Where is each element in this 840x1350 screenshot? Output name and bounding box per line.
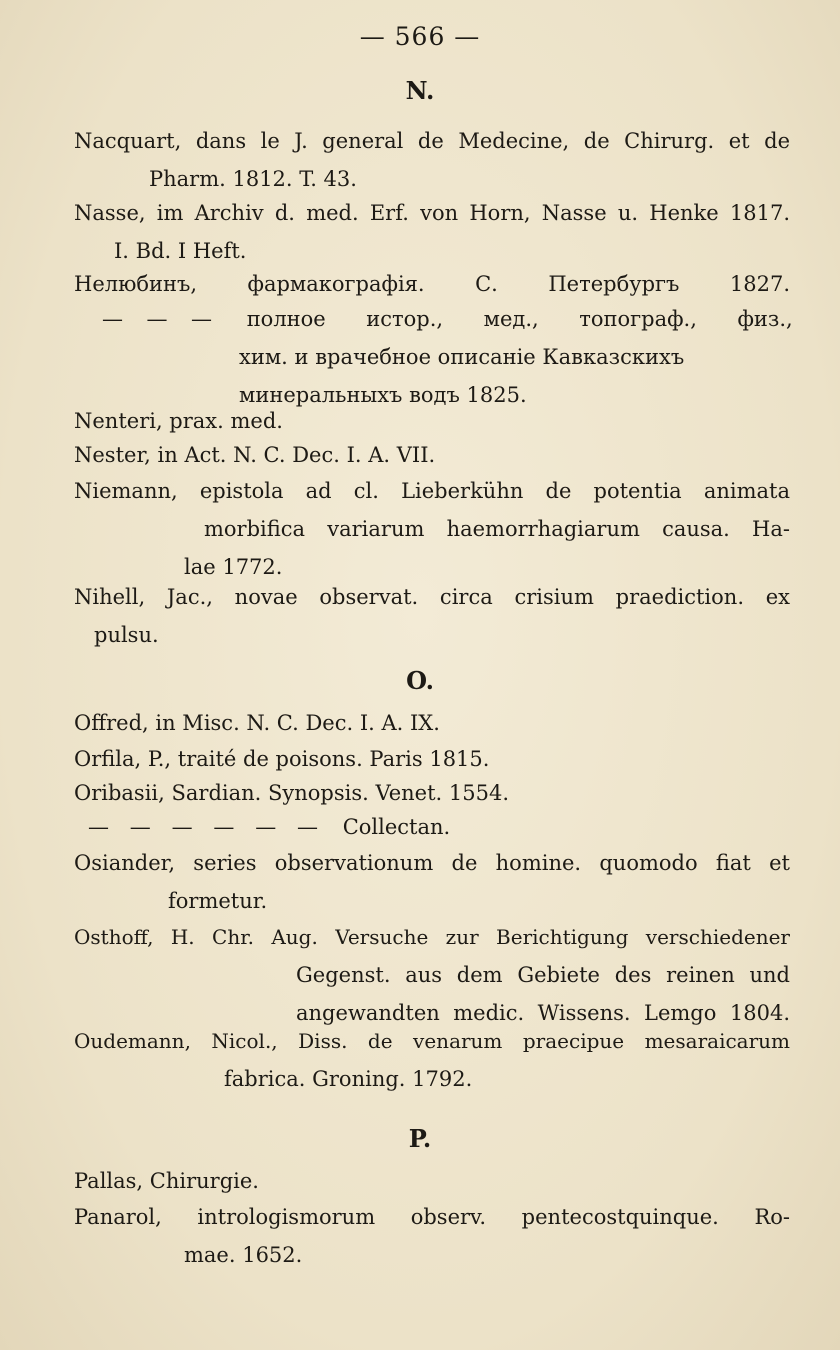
entry-line: Panarol, intrologismorum observ. pentecostquinque. Ro-	[74, 1205, 790, 1229]
entry-line: mae. 1652.	[184, 1243, 303, 1267]
entry-line: Orfila, P., traité de poisons. Paris 1815.	[74, 747, 490, 771]
entry-line: — — — полное истор., мед., топограф., физ.,	[74, 300, 790, 338]
entry-nenteri	[74, 402, 790, 440]
entry-line: Pharm. 1812. T. 43.	[149, 167, 357, 191]
entry-line: Нелюбинъ, фармакографія. С. Петербургъ 1827.	[74, 272, 790, 296]
entry-line: Niemann, epistola ad cl. Lieberkühn de potentia animata	[74, 479, 790, 503]
entry-line: Oribasii, Sardian. Synopsis. Venet. 1554.	[74, 781, 510, 805]
entry-oudemann	[74, 1022, 790, 1098]
entry-nasse	[74, 194, 790, 270]
section-heading-n: N.	[405, 76, 435, 105]
entry-line: I. Bd. I Heft.	[114, 239, 247, 263]
entry-line: Nihell, Jac., novae observat. circa crisium praediction. ex	[74, 585, 790, 609]
section-heading-p: P.	[408, 1124, 432, 1153]
entry-nester	[74, 436, 790, 474]
section-heading-o: O.	[406, 666, 434, 695]
entry-osiander	[74, 844, 790, 920]
entry-panarol	[74, 1198, 790, 1274]
entry-line: — — — — — — Collectan.	[74, 808, 790, 846]
entry-line: Nester, in Act. N. C. Dec. I. A. VII.	[74, 443, 436, 467]
entry-osthoff	[74, 918, 790, 1032]
entry-oribasii-continued	[74, 808, 790, 846]
entry-line: formetur.	[168, 889, 268, 913]
entry-line: Pallas, Chirurgie.	[74, 1169, 259, 1193]
entry-pallas	[74, 1162, 790, 1200]
entry-line: lae 1772.	[184, 555, 283, 579]
entry-orfila	[74, 740, 790, 778]
ditto-dash: — — —	[102, 307, 212, 331]
entry-line: Osiander, series observationum de homine. quomodo fiat et	[74, 851, 790, 875]
entry-line: Osthoff, H. Chr. Aug. Versuche zur Berichtigung verschiedener	[74, 925, 790, 949]
entry-line: Gegenst. aus dem Gebiete des reinen und	[296, 963, 790, 987]
entry-line: Nenteri, prax. med.	[74, 409, 283, 433]
entry-line: angewandten medic. Wissens. Lemgo 1804.	[296, 1001, 790, 1025]
ditto-dash: — — — — — —	[88, 815, 318, 839]
entry-nacquart	[74, 122, 790, 198]
entry-line: morbifica variarum haemorrhagiarum causa. Ha-	[204, 517, 790, 541]
entry-line: pulsu.	[94, 623, 159, 647]
entry-offred	[74, 704, 790, 742]
entry-nihell	[74, 578, 790, 654]
entry-line: Offred, in Misc. N. C. Dec. I. A. IX.	[74, 711, 440, 735]
page-number: — 566 —	[359, 22, 481, 51]
entry-oribasii	[74, 774, 790, 812]
entry-line: хим. и врачебное описаніе Кавказскихъ	[239, 345, 685, 369]
entry-line: Nasse, im Archiv d. med. Erf. von Horn, Nasse u. Henke 1817.	[74, 201, 790, 225]
entry-line: минеральныхъ водъ 1825.	[239, 383, 527, 407]
entry-line: Nacquart, dans le J. general de Medecine, de Chirurg. et de	[74, 129, 790, 153]
entry-line: fabrica. Groning. 1792.	[224, 1067, 473, 1091]
entry-nelyubin	[74, 265, 790, 303]
entry-niemann	[74, 472, 790, 586]
entry-nelyubin-continued	[74, 300, 793, 414]
entry-line: Oudemann, Nicol., Diss. de venarum praecipue mesaraicarum	[74, 1029, 790, 1053]
